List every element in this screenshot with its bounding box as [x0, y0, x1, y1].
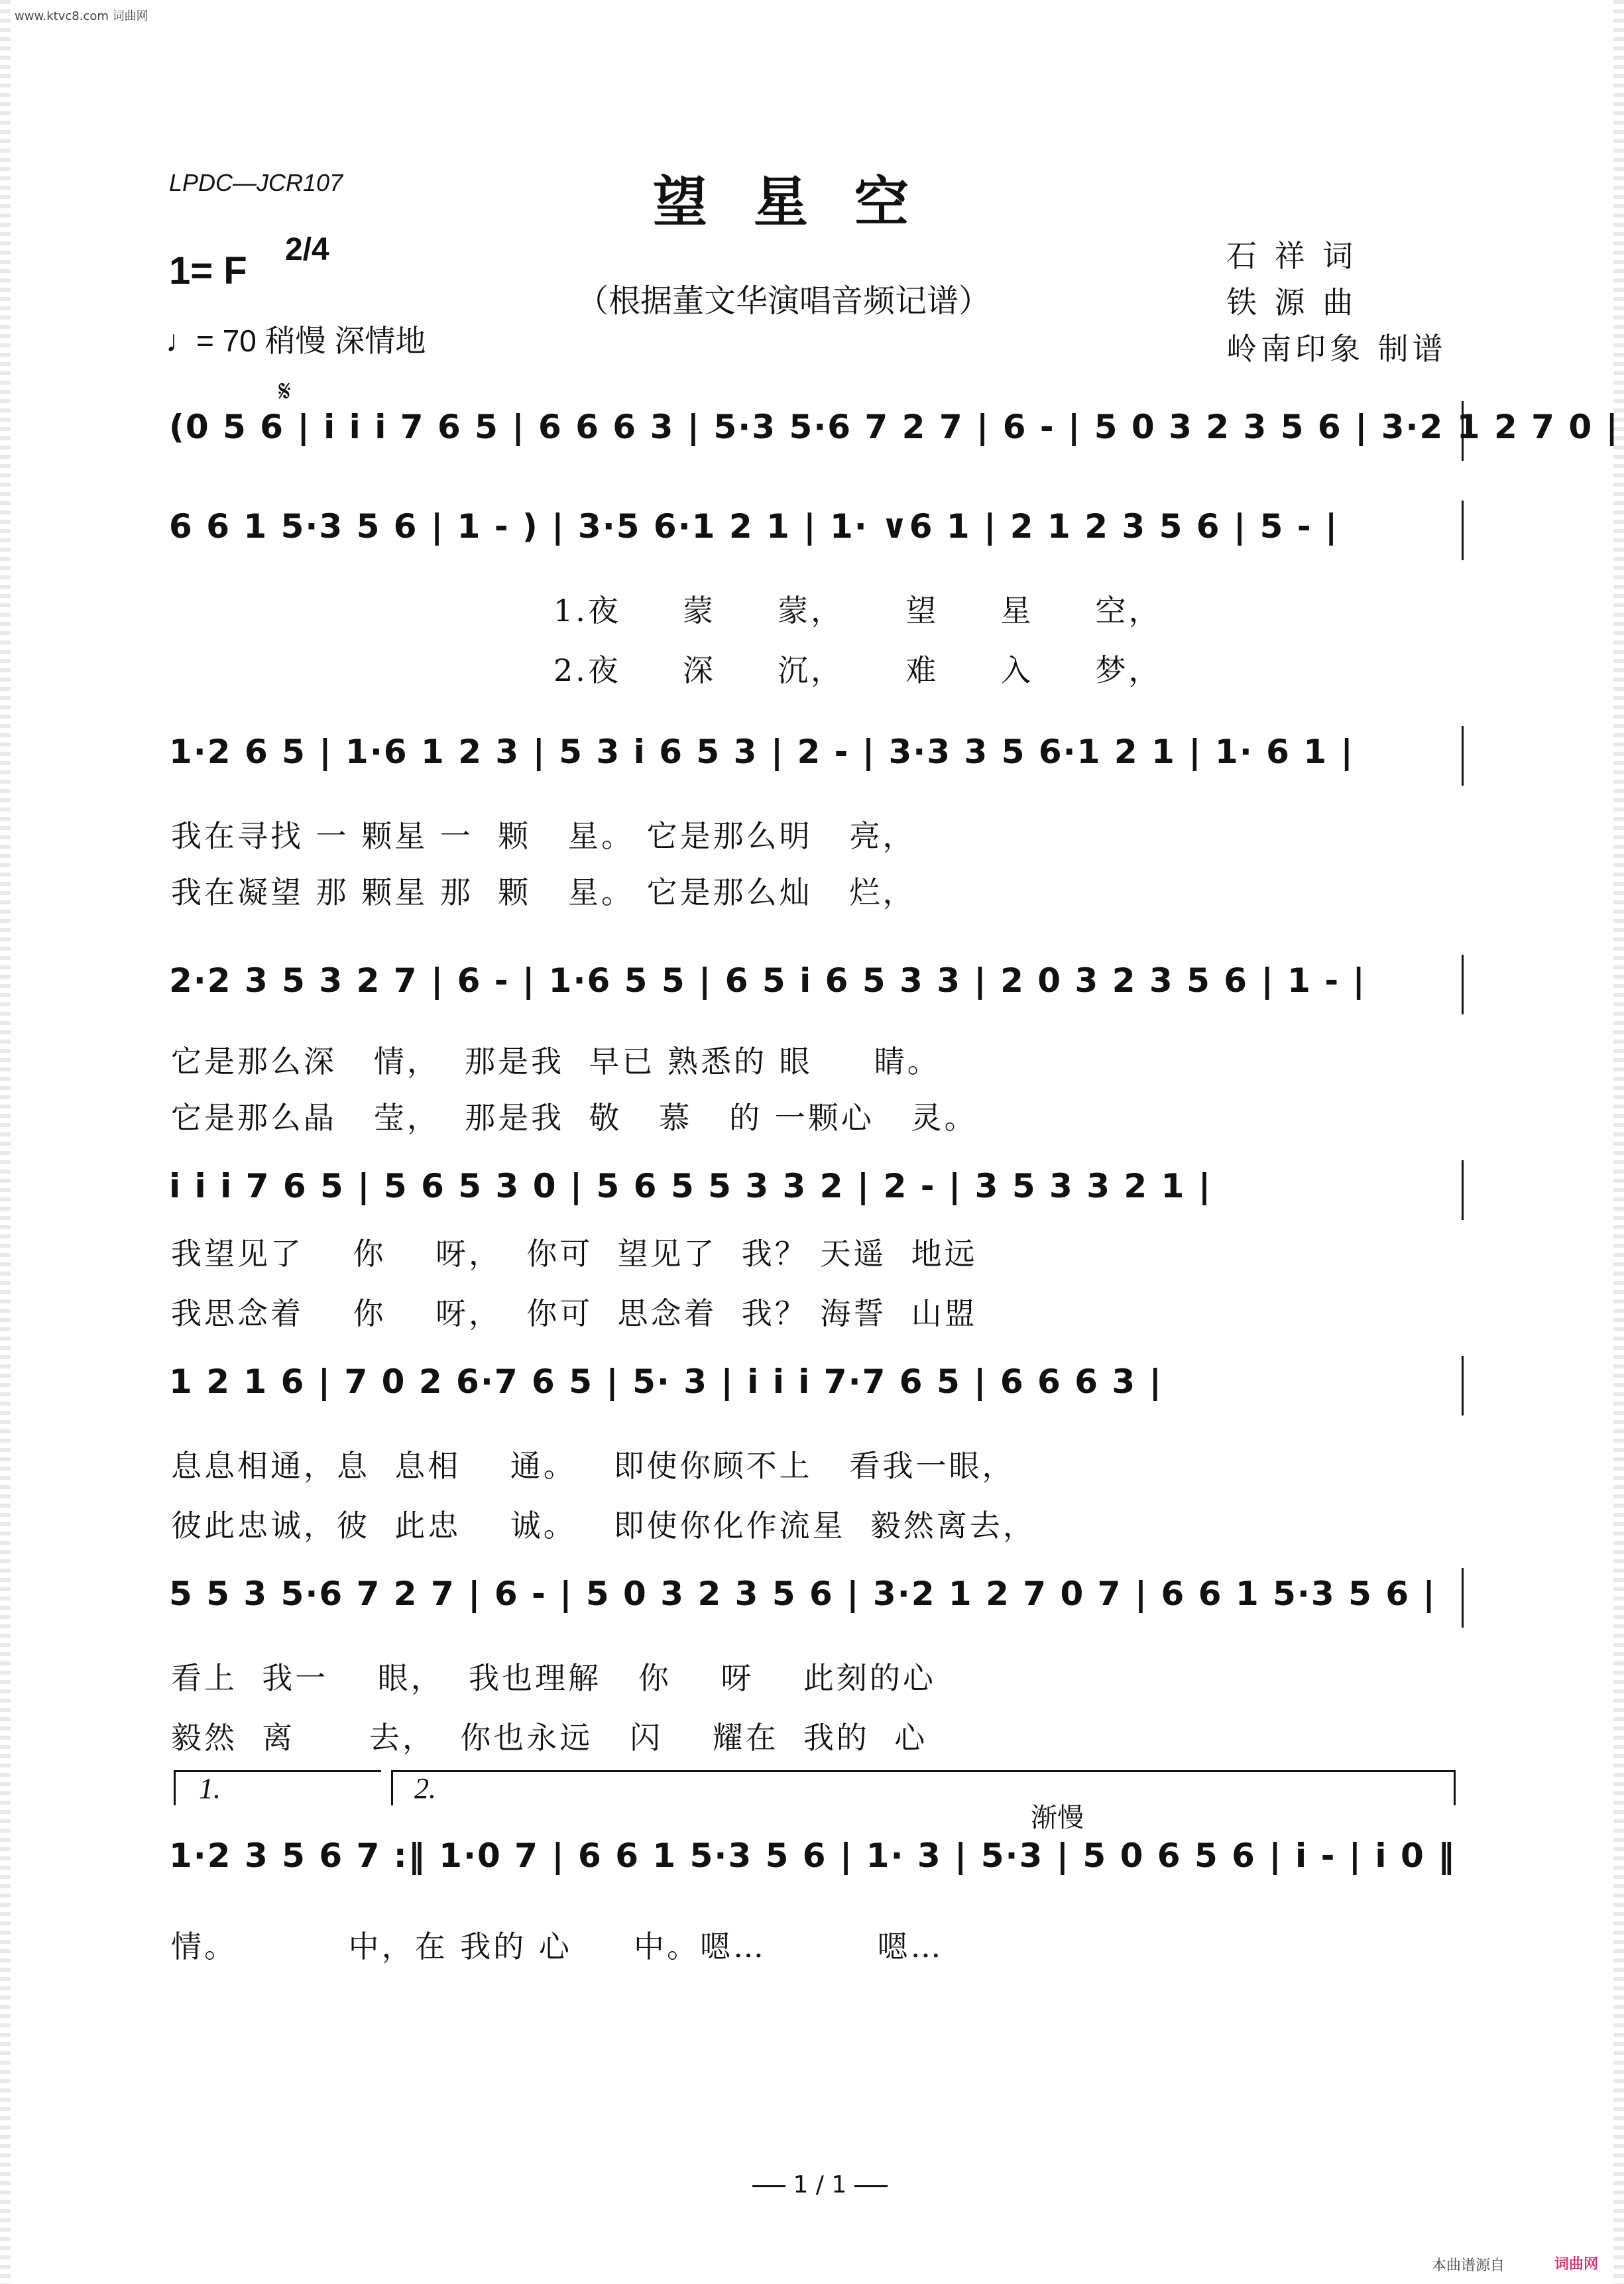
music-row-1 — [169, 401, 1619, 461]
volta-2-label: 2. — [414, 1772, 436, 1805]
lyrics-verse-1-row-4: 我望见了 你 呀， 你可 望见了 我？ 天遥 地远 — [171, 1236, 978, 1272]
right-margin-watermark — [1613, 0, 1624, 2284]
barline — [1462, 501, 1464, 560]
lyrics-verse-1-row-3: 它是那么深 情， 那是我 早已 熟悉的 眼 睛。 — [171, 1044, 941, 1079]
score-code: LPDC—JCR107 — [169, 169, 343, 196]
lyrics-verse-2-row-6: 毅然 离 去， 你也永远 闪 耀在 我的 心 — [171, 1720, 928, 1756]
volta-1-label: 1. — [199, 1772, 221, 1805]
music-row-notes: 1·2 3 5 6 7 :‖ 1·0 7 | 6 6 1 5·3 5 6 | 1· 3 | 5·3 | 5 0 6 5 6 | i - | i 0 ‖ — [169, 1836, 1456, 1875]
time-signature-value: 2/4 — [285, 232, 329, 267]
ritardando-marking: 渐慢 — [1031, 1803, 1084, 1833]
page-number — [752, 2171, 888, 2198]
music-row-notes: 6 6 1 5·3 5 6 | 1 - ) | 3·5 6·1 2 1 | 1· ∨6 1 | 2 1 2 3 5 6 | 5 - | — [169, 507, 1339, 546]
lyrics-final-row: 情。 中，在 我的 心 中。嗯… 嗯… — [171, 1929, 944, 1964]
barline — [1462, 1568, 1464, 1628]
composer-credit: 铁 源 曲 — [1226, 284, 1358, 320]
site-logo: 词曲网 — [1554, 2256, 1599, 2273]
music-row-8 — [169, 1830, 1468, 1890]
music-row-notes: 1 2 1 6 | 7 0 2 6·7 6 5 | 5· 3 | i i i 7·7 6 5 | 6 6 6 3 | — [169, 1362, 1163, 1401]
lyrics-verse-1-row-1: 1.夜 蒙 蒙， 望 星 空， — [553, 593, 1162, 629]
music-row-notes: 2·2 3 5 3 2 7 | 6 - | 1·6 5 5 | 6 5 i 6 5 3 3 | 2 0 3 2 3 5 6 | 1 - | — [169, 961, 1366, 1000]
lyrics-verse-2-row-1: 2.夜 深 沉， 难 入 梦， — [553, 652, 1162, 688]
music-row-notes: i i i 7 6 5 | 5 6 5 3 0 | 5 6 5 5 3 3 2 | 2 - | 3 5 3 3 2 1 | — [169, 1167, 1212, 1205]
source-note: 本曲谱源自 — [1432, 2257, 1505, 2274]
lyricist-credit: 石 祥 词 — [1226, 238, 1358, 274]
barline — [1462, 401, 1464, 461]
barline — [1462, 1160, 1464, 1220]
lyrics-verse-2-row-3: 它是那么晶 莹， 那是我 敬 慕 的 一颗心 灵。 — [171, 1100, 978, 1136]
tempo-marking: ♩= 70 稍慢 深情地 — [166, 324, 426, 358]
page-number-rule-right — [854, 2185, 888, 2187]
page-number-rule-left — [752, 2185, 785, 2187]
barline — [1462, 726, 1464, 786]
music-row-notes: 1·2 6 5 | 1·6 1 2 3 | 5 3 i 6 5 3 | 2 - | 3·3 3 5 6·1 2 1 | 1· 6 1 | — [169, 733, 1354, 771]
time-signature — [285, 232, 329, 267]
key-signature: 1= F — [169, 249, 247, 292]
music-row-6 — [169, 1356, 1468, 1415]
lyrics-verse-1-row-6: 看上 我一 眼， 我也理解 你 呀 此刻的心 — [171, 1660, 936, 1696]
music-row-4 — [169, 955, 1468, 1014]
lyrics-verse-2-row-2: 我在凝望 那 颗星 那 颗 星。 它是那么灿 烂， — [171, 874, 916, 910]
lyrics-verse-1-row-5: 息息相通，息 息相 通。 即使你顾不上 看我一眼， — [171, 1448, 1015, 1484]
barline — [1462, 1356, 1464, 1415]
arranger-credit: 岭南印象 制谱 — [1226, 331, 1447, 367]
music-row-7 — [169, 1568, 1468, 1628]
music-row-notes: (0 5 6 | i i i 7 6 5 | 6 6 6 3 | 5·3 5·6 7 2 7 | 6 - | 5 0 3 2 3 5 6 | 3·2 1 2 7 0 | — [169, 408, 1619, 446]
subtitle: （根据董文华演唱音频记谱） — [577, 282, 991, 320]
volta-bracket-2 — [391, 1770, 1456, 1805]
site-watermark: www.ktvc8.com 词曲网 — [15, 9, 148, 23]
lyrics-verse-2-row-4: 我思念着 你 呀， 你可 思念着 我？ 海誓 山盟 — [171, 1295, 978, 1331]
lyrics-verse-1-row-2: 我在寻找 一 颗星 一 颗 星。 它是那么明 亮， — [171, 818, 916, 854]
barline — [1462, 955, 1464, 1014]
music-row-2 — [169, 501, 1468, 560]
music-row-3 — [169, 726, 1468, 786]
page-title: 望星空 — [653, 170, 956, 234]
segno-sign: 𝄋 — [278, 375, 291, 408]
lyrics-verse-2-row-5: 彼此忠诚，彼 此忠 诚。 即使你化作流星 毅然离去， — [171, 1508, 1036, 1543]
page-number-text: 1 / 1 — [793, 2171, 847, 2198]
left-margin-watermark — [0, 0, 11, 2284]
music-row-notes: 5 5 3 5·6 7 2 7 | 6 - | 5 0 3 2 3 5 6 | 3·2 1 2 7 0 7 | 6 6 1 5·3 5 6 | — [169, 1575, 1436, 1613]
music-row-5 — [169, 1160, 1468, 1220]
